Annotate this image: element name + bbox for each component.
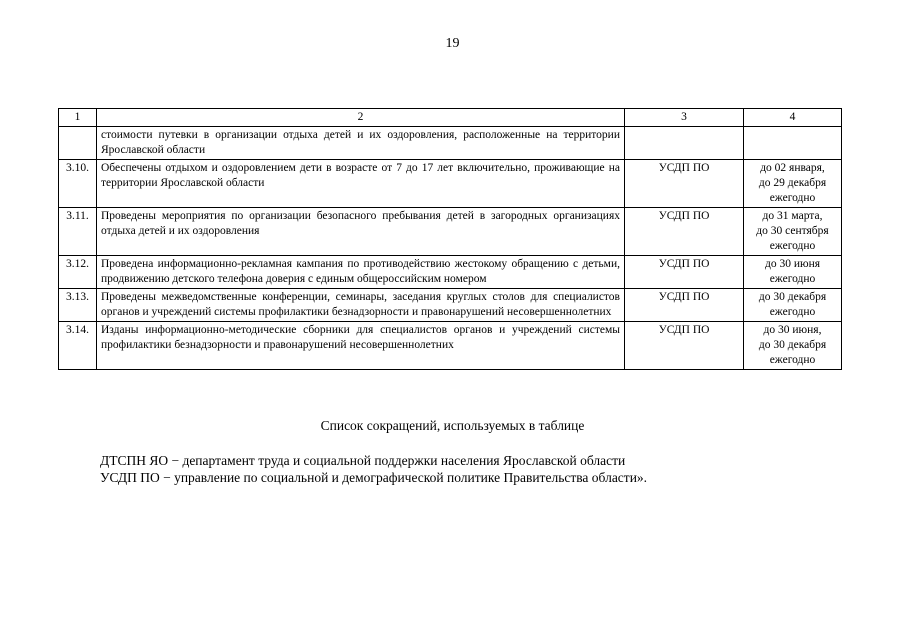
row-deadline (744, 160, 842, 208)
row-deadline (744, 256, 842, 289)
table-row (59, 160, 842, 208)
abbreviation-item: ДТСПН ЯО − департамент труда и социальной поддержки населения Ярославской области (100, 453, 626, 468)
page-number: 19 (445, 36, 460, 51)
column-header: 2 (97, 109, 625, 127)
row-deadline (744, 289, 842, 322)
row-executor: УСДП ПО (625, 208, 744, 256)
row-description: Обеспечены отдыхом и оздоровлением дети в возрасте от 7 до 17 лет включительно, проживающие на территории Ярославской области (97, 160, 625, 208)
deadline-line: до 02 января, (760, 162, 825, 174)
row-executor: УСДП ПО (625, 160, 744, 208)
row-number: 3.11. (59, 208, 97, 256)
deadline-line: ежегодно (769, 306, 816, 318)
column-header: 4 (744, 109, 842, 127)
row-description: Проведены межведомственные конференции, семинары, заседания круглых столов для специалистов органов и учреждений системы профилактики безнадзорности и правонарушений несовершеннолетних (97, 289, 625, 322)
row-description: Проведены мероприятия по организации безопасного пребывания детей в загородных организациях отдыха детей и их оздоровления (97, 208, 625, 256)
table-row (59, 322, 842, 370)
deadline-line: до 30 июня (764, 258, 821, 270)
row-executor (625, 127, 744, 160)
abbreviations-list (100, 452, 860, 486)
deadline-line: ежегодно (769, 192, 816, 204)
row-deadline (744, 322, 842, 370)
deadline-line: ежегодно (769, 354, 816, 366)
table-row (59, 289, 842, 322)
abbreviation-item: УСДП ПО − управление по социальной и демографической политике Правительства области». (100, 470, 648, 485)
column-header: 3 (625, 109, 744, 127)
deadline-line: ежегодно (769, 273, 816, 285)
table-row (59, 256, 842, 289)
deadline-line: ежегодно (769, 240, 816, 252)
measures-table (58, 108, 842, 370)
row-number: 3.13. (59, 289, 97, 322)
table-row (59, 127, 842, 160)
abbreviations-title: Список сокращений, используемых в таблице (320, 418, 585, 433)
row-number (59, 127, 97, 160)
row-executor: УСДП ПО (625, 322, 744, 370)
row-deadline (744, 208, 842, 256)
table-row (59, 208, 842, 256)
row-number: 3.10. (59, 160, 97, 208)
row-description: Изданы информационно-методические сборники для специалистов органов и учреждений системы профилактики безнадзорности и правонарушений несовершеннолетних (97, 322, 625, 370)
row-number: 3.12. (59, 256, 97, 289)
row-deadline (744, 127, 842, 160)
table-header-row (59, 109, 842, 127)
row-number: 3.14. (59, 322, 97, 370)
deadline-line: до 29 декабря (758, 177, 827, 189)
deadline-line: до 30 сентября (756, 225, 829, 237)
table-body (59, 127, 842, 370)
row-description: стоимости путевки в организации отдыха детей и их оздоровления, расположенные на территории Ярославской области (97, 127, 625, 160)
deadline-line: до 31 марта, (762, 210, 823, 222)
row-executor: УСДП ПО (625, 256, 744, 289)
deadline-line: до 30 декабря (758, 291, 827, 303)
deadline-line: до 30 декабря (758, 339, 827, 351)
column-header: 1 (59, 109, 97, 127)
row-description: Проведена информационно-рекламная кампания по противодействию жестокому обращению с детьми, продвижению детского телефона доверия с единым общероссийским номером (97, 256, 625, 289)
row-executor: УСДП ПО (625, 289, 744, 322)
deadline-line: до 30 июня, (763, 324, 822, 336)
